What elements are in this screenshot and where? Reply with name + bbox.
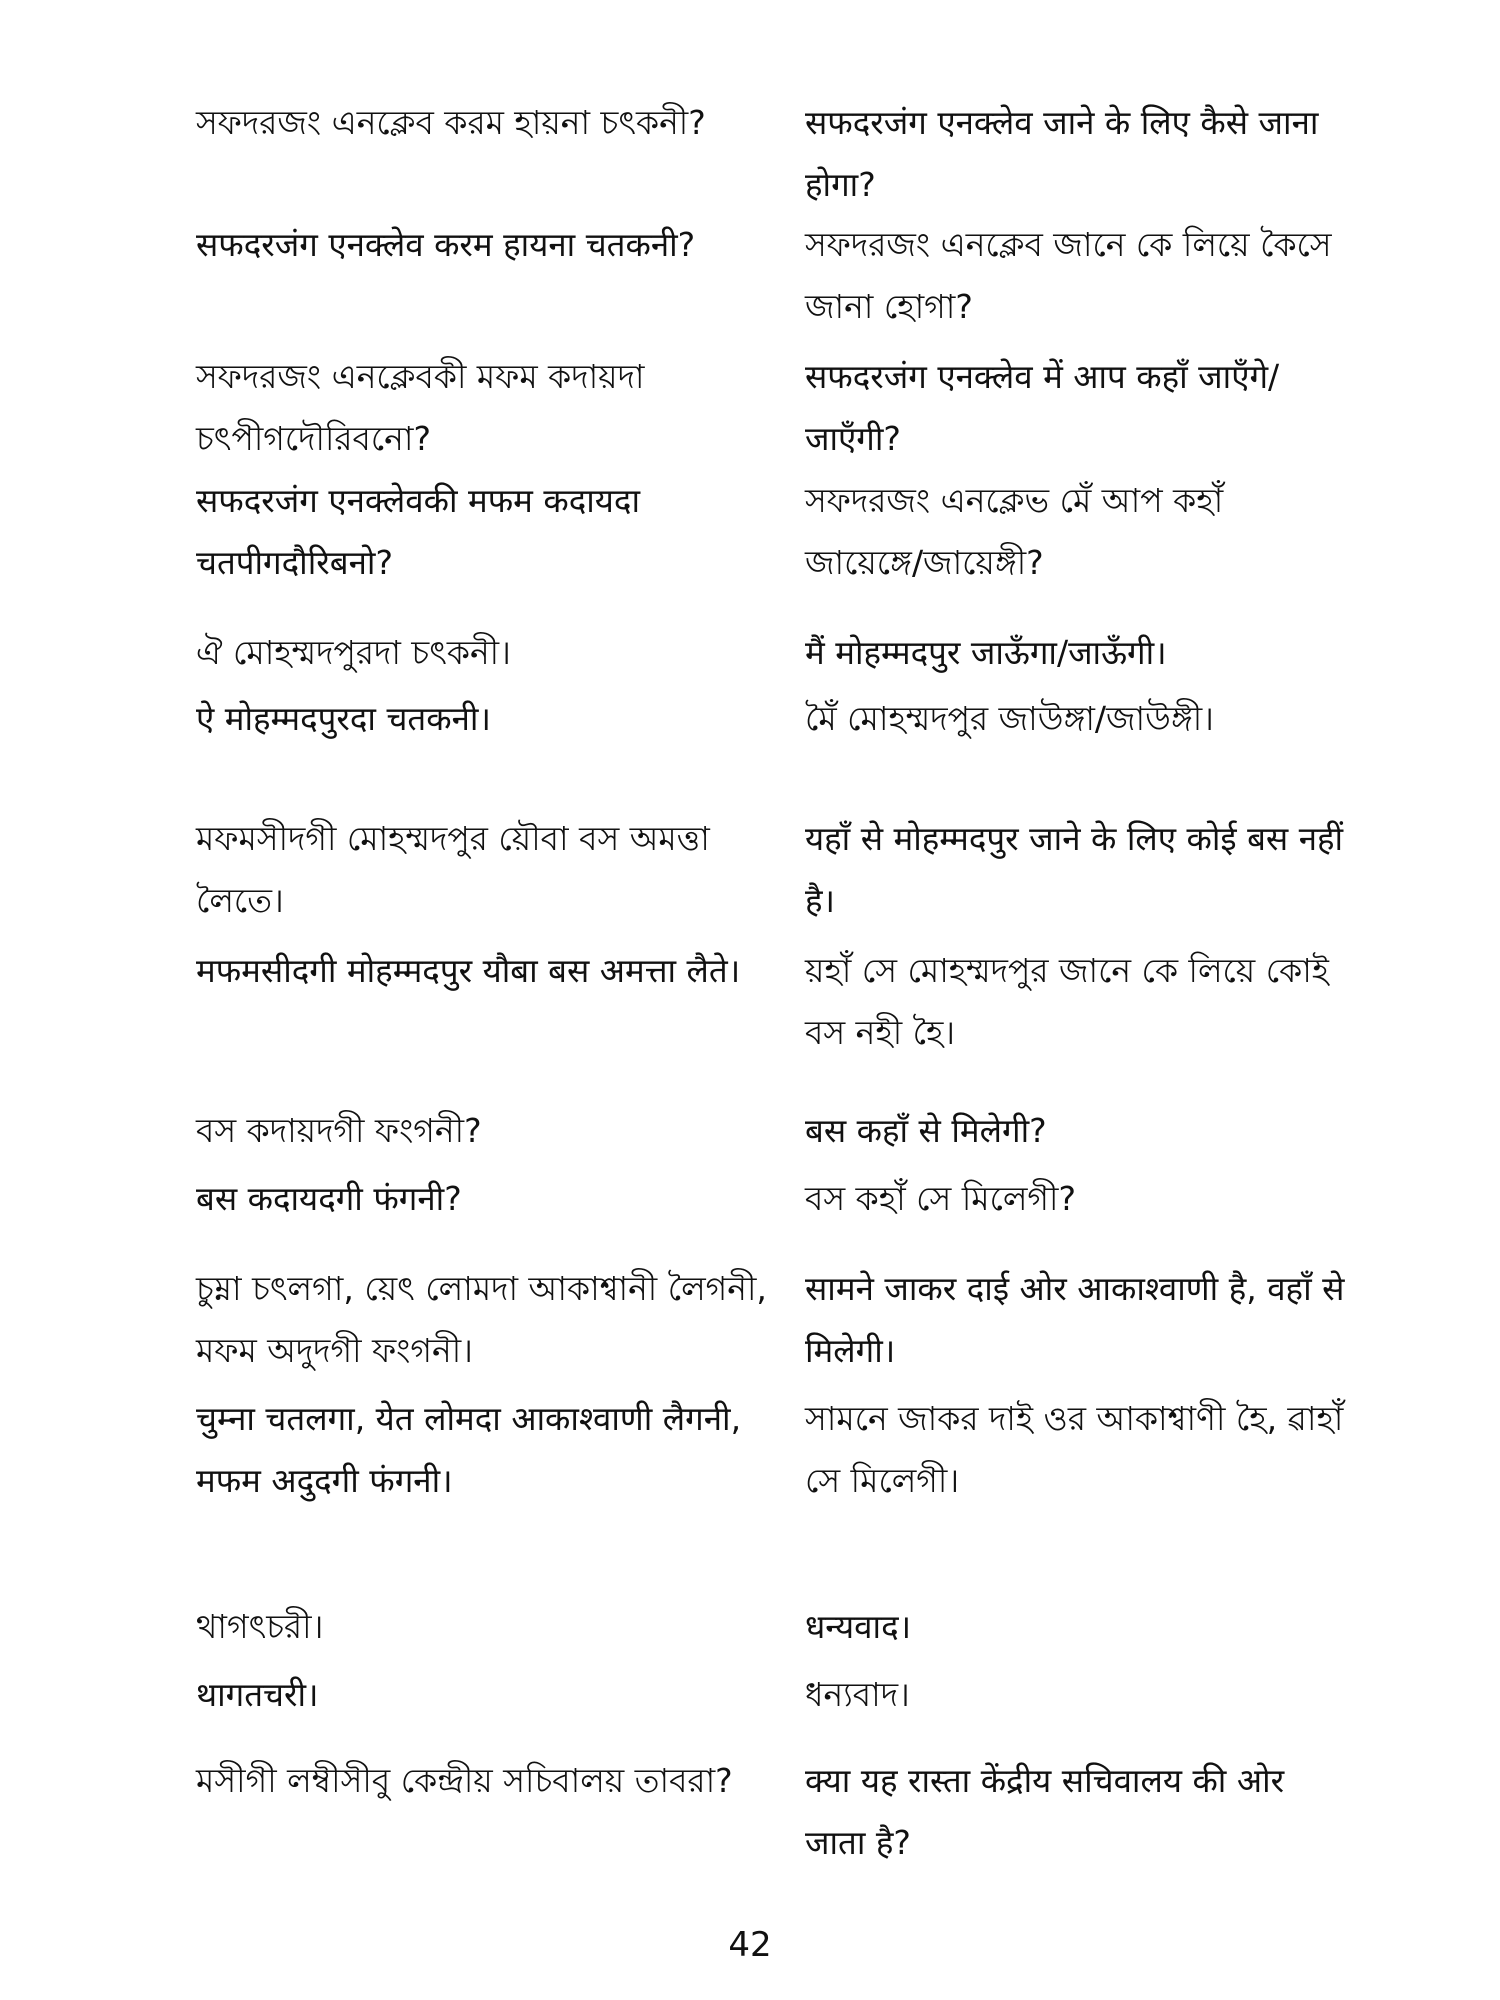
hindi-bengali-script-line: বস কহাঁ সে মিলেগী? [805,1179,1077,1218]
manipuri-devanagari-line: मफमसीदगी मोहम्मदपुर यौबा बस अमत्ता लैते। [196,951,741,990]
manipuri-bengali-script-line: সফদরজং এনক্লেব করম হায়না চৎকনী? [196,103,706,142]
hindi-devanagari-line: मैं मोहम्मदपुर जाऊँगा/जाऊँगी। [805,633,1167,672]
manipuri-bengali-script-line: চুম্না চৎলগা, য়েৎ লোমদা আকাশ্বানী লৈগনী, মফম অদুদগী ফংগনী। [196,1269,767,1370]
manipuri-bengali-script-line: থাগৎচরী। [196,1607,324,1646]
manipuri-bengali-script-line: সফদরজং এনক্লেবকী মফম কদায়দা চৎপীগদৌরিবনো? [196,357,645,458]
hindi-bengali-script-line: মৈঁ মোহম্মদপুর জাউঙ্গা/জাউঙ্গী। [805,699,1214,738]
manipuri-devanagari-line: थागतचरी। [196,1675,319,1714]
page-number: 42 [728,1925,772,1965]
manipuri-devanagari-line: चुम्ना चतलगा, येत लोमदा आकाश्वाणी लैगनी, मफम अदुदगी फंगनी। [196,1399,742,1500]
manipuri-devanagari-line: ऐ मोहम्मदपुरदा चतकनी। [196,699,491,738]
manipuri-devanagari-line: सफदरजंग एनक्लेवकी मफम कदायदा चतपीगदौरिबनो? [196,481,641,582]
manipuri-devanagari-line: बस कदायदगी फंगनी? [196,1179,462,1218]
hindi-devanagari-line: सामने जाकर दाई ओर आकाश्वाणी है, वहाँ से मिलेगी। [805,1269,1345,1370]
hindi-bengali-script-line: ধন্যবাদ। [805,1675,910,1714]
manipuri-bengali-script-line: মফমসীদগী মোহম্মদপুর য়ৌবা বস অমত্তা লৈতে। [196,819,710,920]
hindi-devanagari-line: क्या यह रास्ता केंद्रीय सचिवालय की ओर जाता है? [805,1761,1285,1862]
hindi-devanagari-line: सफदरजंग एनक्लेव जाने के लिए कैसे जाना होगा? [805,103,1319,204]
manipuri-bengali-script-line: বস কদায়দগী ফংগনী? [196,1111,482,1150]
manipuri-devanagari-line: सफदरजंग एनक्लेव करम हायना चतकनी? [196,225,696,264]
manipuri-bengali-script-line: ঐ মোহম্মদপুরদা চৎকনী। [196,633,511,672]
hindi-bengali-script-line: য়হাঁ সে মোহম্মদপুর জানে কে লিয়ে কোই বস নহী হৈ। [805,951,1329,1052]
hindi-devanagari-line: बस कहाँ से मिलेगी? [805,1111,1047,1150]
hindi-bengali-script-line: সামনে জাকর দাই ওর আকাশ্বাণী হৈ, ৱাহাঁ সে মিলেগী। [805,1399,1344,1500]
hindi-bengali-script-line: সফদরজং এনক্লেভ মেঁ আপ কহাঁ জায়েঙ্গে/জায়েঙ্গী? [805,481,1224,582]
hindi-devanagari-line: धन्यवाद। [805,1607,912,1646]
hindi-devanagari-line: यहाँ से मोहम्मदपुर जाने के लिए कोई बस नहीं है। [805,819,1344,920]
hindi-bengali-script-line: সফদরজং এনক্লেব জানে কে লিয়ে কৈসে জানা হোগা? [805,225,1332,326]
hindi-devanagari-line: सफदरजंग एनक्लेव में आप कहाँ जाएँगे/जाएँगी? [805,357,1280,458]
manipuri-bengali-script-line: মসীগী লম্বীসীবু কেন্দ্রীয় সচিবালয় তাবরা? [196,1761,733,1800]
